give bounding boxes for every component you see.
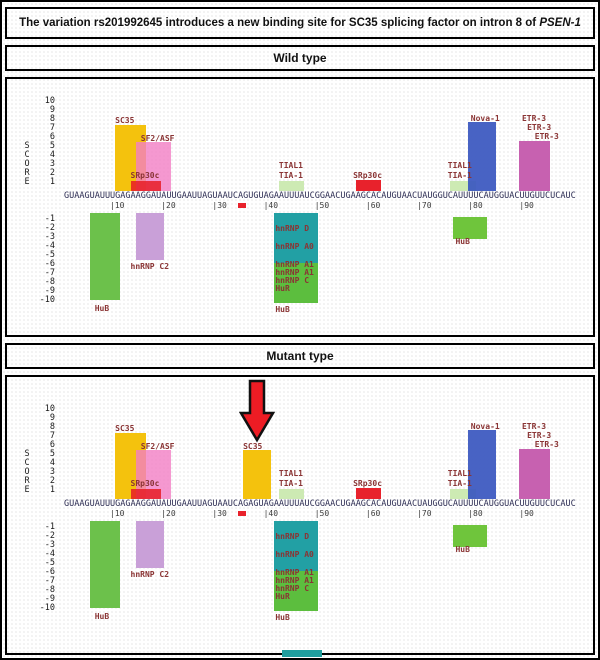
factor-label-hur: HuR <box>275 592 290 602</box>
y-axis-title-letter: R <box>24 168 30 178</box>
y-axis-title-letter: S <box>24 449 30 459</box>
factor-label-hub: HuB <box>275 304 290 314</box>
factor-label-hnrnp-d: hnRNP D <box>275 531 310 541</box>
factor-label-hnrnp-a1: hnRNP A1 <box>275 575 314 585</box>
variant-position-marker <box>238 511 246 516</box>
factor-label-hnrnp-a1: hnRNP A1 <box>275 567 314 577</box>
gene-name: PSEN-1 <box>539 17 581 29</box>
y-axis-tick-7: 7 <box>49 123 55 133</box>
x-axis-tick-90: |90 <box>519 201 534 210</box>
factor-label-sf2-asf: SF2/ASF <box>140 442 175 452</box>
y-axis-tick-3: 3 <box>49 159 55 169</box>
y-axis-title-letter: C <box>24 458 30 468</box>
wild-type-header-label: Wild type <box>273 51 327 65</box>
y-axis-tick-3: 3 <box>49 467 55 477</box>
factor-label-sc35: SC35 <box>115 424 135 434</box>
y-axis-tick--9: -9 <box>44 286 55 296</box>
y-axis-tick-4: 4 <box>49 458 55 468</box>
factor-label-hnrnp-c2: hnRNP C2 <box>130 261 170 271</box>
y-axis-title-letter: S <box>24 141 30 151</box>
x-axis-tick-60: |60 <box>365 201 381 210</box>
y-axis-tick--1: -1 <box>44 214 55 224</box>
x-axis-tick-80: |80 <box>468 201 483 210</box>
factor-label-hnrnp-a1: hnRNP A1 <box>275 267 314 277</box>
y-axis-tick--5: -5 <box>44 250 55 260</box>
x-axis-tick-40: |40 <box>263 509 279 518</box>
y-axis-title-letter: E <box>24 177 30 187</box>
factor-label-hnrnp-a0: hnRNP A0 <box>275 241 314 251</box>
y-axis-tick--4: -4 <box>44 241 55 251</box>
x-axis-tick-20: |20 <box>161 509 176 518</box>
factor-label-tia-1: TIA-1 <box>278 479 303 489</box>
factor-label-hub: HuB <box>455 545 470 555</box>
x-axis-tick-80: |80 <box>468 509 483 518</box>
variant-position-marker <box>238 203 246 208</box>
y-axis-tick-8: 8 <box>49 114 55 124</box>
silencer-bar-hub <box>453 525 487 548</box>
factor-label-sc35: SC35 <box>243 442 263 452</box>
y-axis-tick-1: 1 <box>49 177 55 187</box>
rna-sequence-wild-type: GUAAGUAUUUGAGAAGGAUAUUGAAUUAGUAAUCAGUGUAGAAUUUAUCGGAACUGAAGCACAUGUAACUAUGGUCAUUUUCAUGGUACUUGUUCUCAUC <box>64 191 576 201</box>
factor-label-nova-1: Nova-1 <box>470 113 500 123</box>
factor-label-etr-3: ETR-3 <box>527 122 552 132</box>
x-axis-tick-30: |30 <box>212 201 227 210</box>
title-text: The variation rs201992645 introduces a new binding site for SC35 splicing factor on intron 8 of <box>19 17 540 29</box>
binding-site-bar-etr-3 <box>519 449 550 499</box>
silencer-bar-hnrnp-d-a0 <box>274 213 319 263</box>
x-axis-tick-50: |50 <box>314 509 330 518</box>
factor-label-sf2-asf: SF2/ASF <box>140 134 175 144</box>
x-axis-tick-10: |10 <box>110 201 125 210</box>
y-axis-tick--6: -6 <box>44 567 55 577</box>
factor-label-srp30c: SRp30c <box>353 479 383 489</box>
mutation-arrow-icon <box>239 379 275 443</box>
factor-label-etr-3: ETR-3 <box>521 421 547 431</box>
factor-label-tia-1: TIA-1 <box>278 171 303 181</box>
binding-site-bar-srp30c <box>131 489 162 499</box>
factor-label-hub: HuB <box>455 237 470 247</box>
y-axis-tick--3: -3 <box>44 232 55 242</box>
factor-label-hnrnp-c: hnRNP C <box>275 276 310 285</box>
binding-site-bar-etr-3 <box>519 141 550 191</box>
y-axis-tick-2: 2 <box>49 168 55 178</box>
factor-label-hnrnp-d: hnRNP D <box>275 223 310 233</box>
y-axis-tick-10: 10 <box>44 96 55 106</box>
y-axis-tick--2: -2 <box>44 223 55 233</box>
silencer-bar-hnrnp-c2 <box>136 213 164 260</box>
rna-sequence-mutant-type: GUAAGUAUUUGAGAAGGAUAUUGAAUUAGUAAUCAGAGUAGAAUUUAUCGGAACUGAAGCACAUGUAACUAUGGUCAUUUUCAUGGUACUUGUUCUCAUC <box>64 499 576 509</box>
bottom-marker <box>282 650 322 657</box>
silencer-bar-hub <box>90 213 121 300</box>
y-axis-tick--2: -2 <box>44 531 55 541</box>
binding-site-bar-tia-1 <box>279 489 305 499</box>
x-axis-tick-20: |20 <box>161 201 176 210</box>
y-axis-title-letter: E <box>24 485 30 495</box>
y-axis-tick--8: -8 <box>44 277 55 287</box>
factor-label-tia-1: TIA-1 <box>447 479 472 489</box>
factor-label-hub: HuB <box>275 612 290 622</box>
figure-title <box>5 7 595 39</box>
wild-type-header <box>5 45 595 71</box>
mutant-type-header <box>5 343 595 369</box>
binding-site-bar-nova-1 <box>468 430 496 499</box>
factor-label-tial1: TIAL1 <box>447 469 472 479</box>
binding-site-bar-srp30c <box>356 488 382 499</box>
factor-label-etr-3: ETR-3 <box>534 439 559 449</box>
y-axis-tick--7: -7 <box>44 268 55 278</box>
x-axis-tick-60: |60 <box>365 509 381 518</box>
y-axis-tick--7: -7 <box>44 576 55 586</box>
y-axis-tick-1: 1 <box>49 485 55 495</box>
factor-label-tial1: TIAL1 <box>447 161 472 171</box>
y-axis-tick-7: 7 <box>49 431 55 441</box>
binding-site-bar-sc35 <box>243 450 271 499</box>
factor-label-sc35: SC35 <box>115 116 135 126</box>
factor-label-hnrnp-a1: hnRNP A1 <box>275 259 314 269</box>
factor-label-tial1: TIAL1 <box>278 469 303 479</box>
y-axis-tick-9: 9 <box>49 413 55 423</box>
factor-label-srp30c: SRp30c <box>130 479 160 489</box>
silencer-bar-hnrnp-c2 <box>136 521 164 568</box>
y-axis-title-letter: O <box>24 159 30 169</box>
x-axis-tick-40: |40 <box>263 201 279 210</box>
y-axis-tick--1: -1 <box>44 522 55 532</box>
y-axis-tick--10: -10 <box>39 295 55 305</box>
factor-label-tial1: TIAL1 <box>278 161 303 171</box>
binding-site-bar-srp30c <box>131 181 162 191</box>
x-axis-tick-90: |90 <box>519 509 534 518</box>
factor-label-hnrnp-a0: hnRNP A0 <box>275 549 314 559</box>
x-axis-tick-70: |70 <box>417 201 432 210</box>
y-axis-tick--8: -8 <box>44 585 55 595</box>
factor-label-etr-3: ETR-3 <box>521 113 547 123</box>
silencer-bar-hub <box>90 521 121 608</box>
binding-site-bar-nova-1 <box>468 122 496 191</box>
y-axis-tick-6: 6 <box>49 132 55 142</box>
factor-label-etr-3: ETR-3 <box>527 430 552 440</box>
y-axis-tick--4: -4 <box>44 549 55 559</box>
x-axis-tick-70: |70 <box>417 509 432 518</box>
y-axis-tick-6: 6 <box>49 440 55 450</box>
binding-site-bar-srp30c <box>356 180 382 191</box>
binding-site-bar-tia-1 <box>279 181 305 191</box>
y-axis-tick-5: 5 <box>49 449 55 459</box>
y-axis-title-letter: C <box>24 150 30 160</box>
y-axis-tick--10: -10 <box>39 603 55 613</box>
factor-label-hnrnp-c2: hnRNP C2 <box>130 569 170 579</box>
y-axis-tick--3: -3 <box>44 540 55 550</box>
wild-type-chart <box>5 77 595 337</box>
silencer-bar-hub <box>453 217 487 240</box>
y-axis-tick--5: -5 <box>44 558 55 568</box>
y-axis-tick--9: -9 <box>44 594 55 604</box>
factor-label-tia-1: TIA-1 <box>447 171 472 181</box>
mutant-type-chart <box>5 375 595 655</box>
factor-label-srp30c: SRp30c <box>130 171 160 181</box>
x-axis-tick-50: |50 <box>314 201 330 210</box>
factor-label-hnrnp-c: hnRNP C <box>275 584 310 593</box>
factor-label-etr-3: ETR-3 <box>534 131 559 141</box>
factor-label-nova-1: Nova-1 <box>470 421 500 431</box>
silencer-bar-hnrnp-d-a0 <box>274 521 319 571</box>
y-axis-tick-5: 5 <box>49 141 55 151</box>
y-axis-tick-10: 10 <box>44 404 55 414</box>
x-axis-tick-30: |30 <box>212 509 227 518</box>
factor-label-srp30c: SRp30c <box>353 171 383 181</box>
y-axis-title-letter: O <box>24 467 30 477</box>
factor-label-hur: HuR <box>275 284 290 294</box>
mutant-type-header-label: Mutant type <box>266 349 334 363</box>
y-axis-tick--6: -6 <box>44 259 55 269</box>
y-axis-tick-9: 9 <box>49 105 55 115</box>
factor-label-hub: HuB <box>94 303 110 313</box>
y-axis-title-letter: R <box>24 476 30 486</box>
x-axis-tick-10: |10 <box>110 509 125 518</box>
y-axis-tick-4: 4 <box>49 150 55 160</box>
y-axis-tick-8: 8 <box>49 422 55 432</box>
factor-label-hub: HuB <box>94 611 110 621</box>
y-axis-tick-2: 2 <box>49 476 55 486</box>
